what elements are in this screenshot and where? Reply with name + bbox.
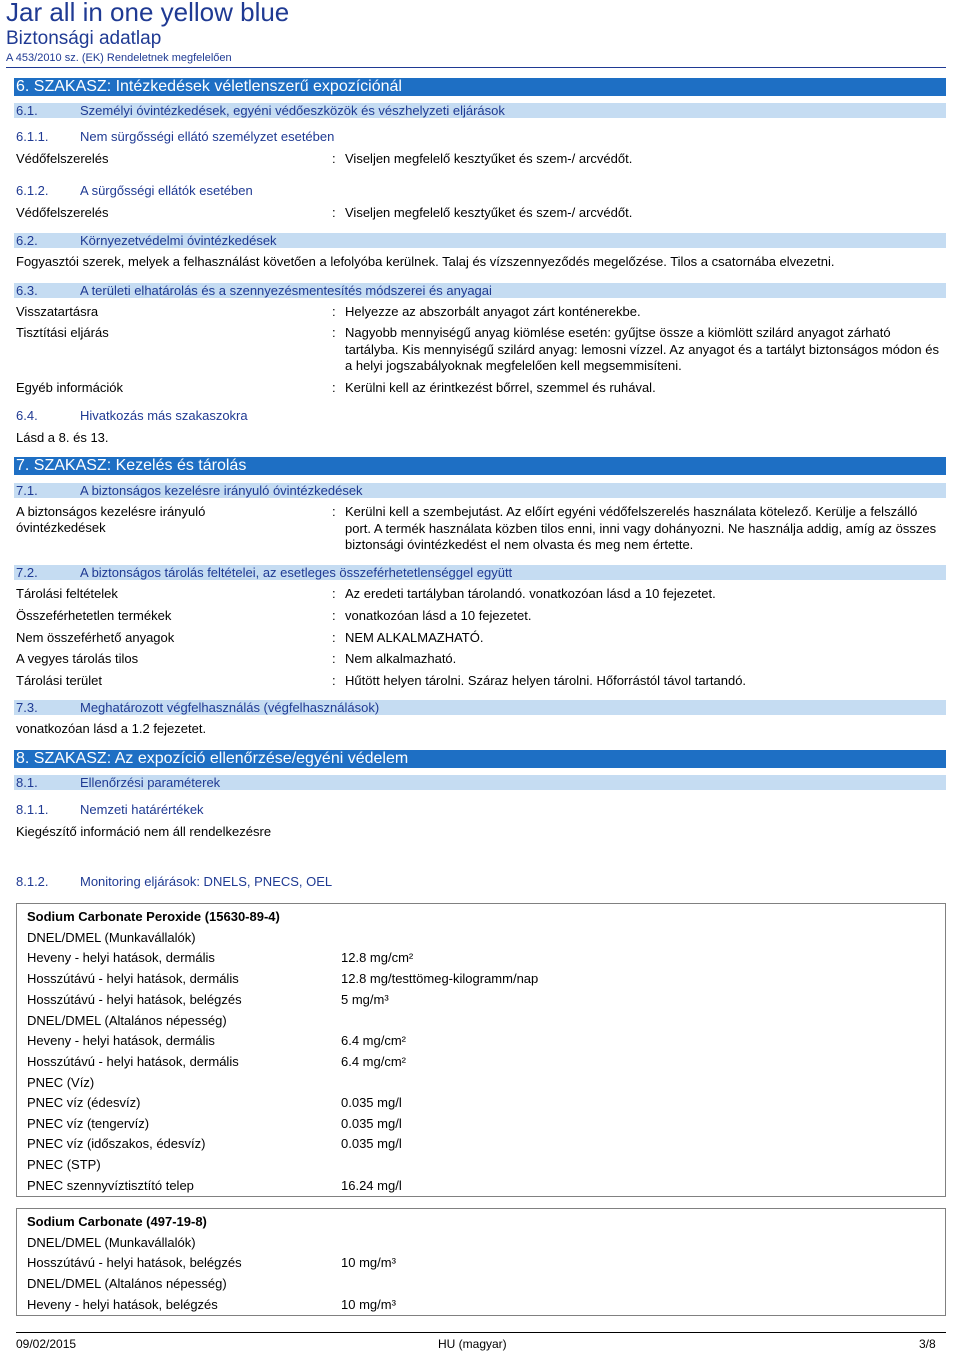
field-value: : Kerülni kell a szembejutást. Az előírt egyéni védőfelszerelés használata kötelező. Kerülje a felszálló port. A termék használata közben tilos enni, inni vagy dohányozni. Ne használja addig, amíg az összes biztonsági óvintézkedést el nem olvasta és meg nem értette. xyxy=(332,504,937,552)
field-label: Védőfelszerelés xyxy=(16,151,109,166)
subsection-title: Ellenőrzési paraméterek xyxy=(80,775,221,790)
table-row: DNEL/DMEL (Altalános népesség) xyxy=(27,1013,227,1028)
field-label: Összeférhetetlen termékek xyxy=(16,608,172,623)
subsection-number: 6.3. xyxy=(16,283,38,298)
paragraph-8-1-1: Kiegészítő információ nem áll rendelkezésre xyxy=(16,824,272,839)
field-label: Visszatartásra xyxy=(16,304,99,319)
table-row: PNEC víz (időszakos, édesvíz) 0.035 mg/l xyxy=(27,1136,402,1151)
subsection-title: A biztonságos kezelésre irányuló óvintézkedések xyxy=(80,483,363,498)
paragraph-6-2: Fogyasztói szerek, melyek a felhasználást követően a lefolyóba kerülnek. Talaj és vízszennyeződés megelőzése. Tilos a csatornába elvezetni. xyxy=(16,254,835,269)
subsection-6-3 xyxy=(14,283,946,298)
field-label: Egyéb információk xyxy=(16,380,123,395)
subsection-6-1-1 xyxy=(16,129,334,144)
field-label: Nem összeférhető anyagok xyxy=(16,630,175,645)
subsection-6-4 xyxy=(16,408,248,423)
subsection-number: 8.1.2. xyxy=(16,874,49,889)
table-row: PNEC víz (édesvíz) 0.035 mg/l xyxy=(27,1095,402,1110)
field-value: : Viseljen megfelelő kesztyűket és szem-/ arcvédőt. xyxy=(332,205,633,220)
table-row: Heveny - helyi hatások, dermális 6.4 mg/cm² xyxy=(27,1033,407,1048)
table-row: PNEC (STP) xyxy=(27,1157,101,1172)
field-value: : Kerülni kell az érintkezést bőrrel, szemmel és ruhával. xyxy=(332,380,656,395)
subsection-6-2 xyxy=(14,233,946,248)
field-label: Tárolási terület xyxy=(16,673,102,688)
field-value: : Az eredeti tartályban tárolandó. vonatkozóan lásd a 10 fejezetet. xyxy=(332,586,716,601)
subsection-title: A területi elhatárolás és a szennyezésmentesítés módszerei és anyagai xyxy=(80,283,492,298)
table-row: PNEC víz (tengervíz) 0.035 mg/l xyxy=(27,1116,402,1131)
subsection-title: Környezetvédelmi óvintézkedések xyxy=(80,233,277,248)
paragraph-6-4: Lásd a 8. és 13. xyxy=(16,430,109,445)
subsection-number: 7.2. xyxy=(16,565,38,580)
subsection-title: Nemzeti határértékek xyxy=(80,802,204,817)
subsection-8-1-2 xyxy=(16,874,332,889)
footer-divider xyxy=(16,1332,946,1333)
table-row: PNEC (Víz) xyxy=(27,1075,95,1090)
subsection-number: 7.3. xyxy=(16,700,38,715)
subsection-7-2 xyxy=(14,565,946,580)
paragraph-7-3: vonatkozóan lásd a 1.2 fejezetet. xyxy=(16,721,207,736)
subsection-8-1-1 xyxy=(16,802,204,817)
subsection-number: 8.1. xyxy=(16,775,38,790)
subsection-title: Monitoring eljárások: DNELS, PNECS, OEL xyxy=(80,874,333,889)
footer-language: HU (magyar) xyxy=(438,1337,507,1351)
subsection-number: 6.1.1. xyxy=(16,129,49,144)
table-row: PNEC szennyvíztisztító telep 16.24 mg/l xyxy=(27,1178,402,1193)
field-label: Tárolási feltételek xyxy=(16,586,118,601)
table-row: Hosszútávú - helyi hatások, belégzés 5 mg/m³ xyxy=(27,992,389,1007)
subsection-7-3 xyxy=(14,700,946,715)
field-value: : vonatkozóan lásd a 10 fejezetet. xyxy=(332,608,532,623)
field-label: A biztonságos kezelésre irányuló xyxy=(16,504,206,519)
subsection-number: 6.1. xyxy=(16,103,38,118)
subsection-7-1 xyxy=(14,483,946,498)
subsection-number: 8.1.1. xyxy=(16,802,49,817)
subsection-6-1 xyxy=(14,103,946,118)
dnel-table-sodium-carbonate xyxy=(16,1208,946,1316)
table-row: Hosszútávú - helyi hatások, dermális 6.4 mg/cm² xyxy=(27,1054,407,1069)
subsection-6-1-2 xyxy=(16,183,253,198)
document-subtitle: Biztonsági adatlap xyxy=(6,28,162,49)
field-label: Védőfelszerelés xyxy=(16,205,109,220)
table-row: Sodium Carbonate Peroxide (15630-89-4) xyxy=(27,909,280,924)
subsection-title: Hivatkozás más szakaszokra xyxy=(80,408,248,423)
table-row: Sodium Carbonate (497-19-8) xyxy=(27,1214,207,1229)
subsection-title: Nem sürgősségi ellátó személyzet esetében xyxy=(80,129,335,144)
header-divider xyxy=(6,67,946,68)
dnel-pnec-table-sodium-carbonate-peroxide xyxy=(16,903,946,1197)
subsection-number: 6.4. xyxy=(16,408,38,423)
subsection-number: 7.1. xyxy=(16,483,38,498)
field-value: : Viseljen megfelelő kesztyűket és szem-/ arcvédőt. xyxy=(332,151,633,166)
subsection-title: A sürgősségi ellátók esetében xyxy=(80,183,253,198)
table-row: Hosszútávú - helyi hatások, belégzés 10 mg/m³ xyxy=(27,1255,396,1270)
table-row: Heveny - helyi hatások, belégzés 10 mg/m³ xyxy=(27,1297,396,1312)
regulation-note: A 453/2010 sz. (EK) Rendeletnek megfelelően xyxy=(6,52,232,64)
subsection-title: Meghatározott végfelhasználás (végfelhasználások) xyxy=(80,700,380,715)
table-row: Hosszútávú - helyi hatások, dermális 12.8 mg/testtömeg-kilogramm/nap xyxy=(27,971,539,986)
field-label: óvintézkedések xyxy=(16,520,106,535)
section-8-title-bar: 8. SZAKASZ: Az expozíció ellenőrzése/egyéni védelem xyxy=(14,750,946,768)
field-value: : Nem alkalmazható. xyxy=(332,651,457,666)
field-value: : Helyezze az abszorbált anyagot zárt konténerekbe. xyxy=(332,304,641,319)
footer-page-number: 3/8 xyxy=(919,1337,936,1351)
footer-date: 09/02/2015 xyxy=(16,1337,77,1351)
subsection-number: 6.1.2. xyxy=(16,183,49,198)
table-row: DNEL/DMEL (Altalános népesség) xyxy=(27,1276,227,1291)
field-value: : Hűtött helyen tárolni. Száraz helyen tárolni. Hőforrástól távol tartandó. xyxy=(332,673,747,688)
table-row: DNEL/DMEL (Munkavállalók) xyxy=(27,1235,196,1250)
subsection-8-1 xyxy=(14,775,946,790)
field-value: : Nagyobb mennyiségű anyag kiömlése esetén: gyűjtse össze a kiömlött szilárd anyagot zárható tartályba. Kis mennyiségű szilárd anyag: lemosni vízzel. Az anyagot és a tartályt biztonságos módon és a helyi jogszabályoknak megfelelően kell megsemmisíteni. xyxy=(332,325,939,373)
field-value: : NEM ALKALMAZHATÓ. xyxy=(332,630,484,645)
section-7-title-bar: 7. SZAKASZ: Kezelés és tárolás xyxy=(14,457,946,475)
table-row: Heveny - helyi hatások, dermális 12.8 mg/cm² xyxy=(27,950,414,965)
table-row: DNEL/DMEL (Munkavállalók) xyxy=(27,930,196,945)
field-label: A vegyes tárolás tilos xyxy=(16,651,139,666)
field-label: Tisztítási eljárás xyxy=(16,325,109,340)
document-title: Jar all in one yellow blue xyxy=(6,0,290,27)
subsection-title: A biztonságos tárolás feltételei, az esetleges összeférhetetlenséggel együtt xyxy=(80,565,513,580)
subsection-title: Személyi óvintézkedések, egyéni védőeszközök és vészhelyzeti eljárások xyxy=(80,103,505,118)
subsection-number: 6.2. xyxy=(16,233,38,248)
section-6-title-bar: 6. SZAKASZ: Intézkedések véletlenszerű expozíciónál xyxy=(14,78,946,96)
